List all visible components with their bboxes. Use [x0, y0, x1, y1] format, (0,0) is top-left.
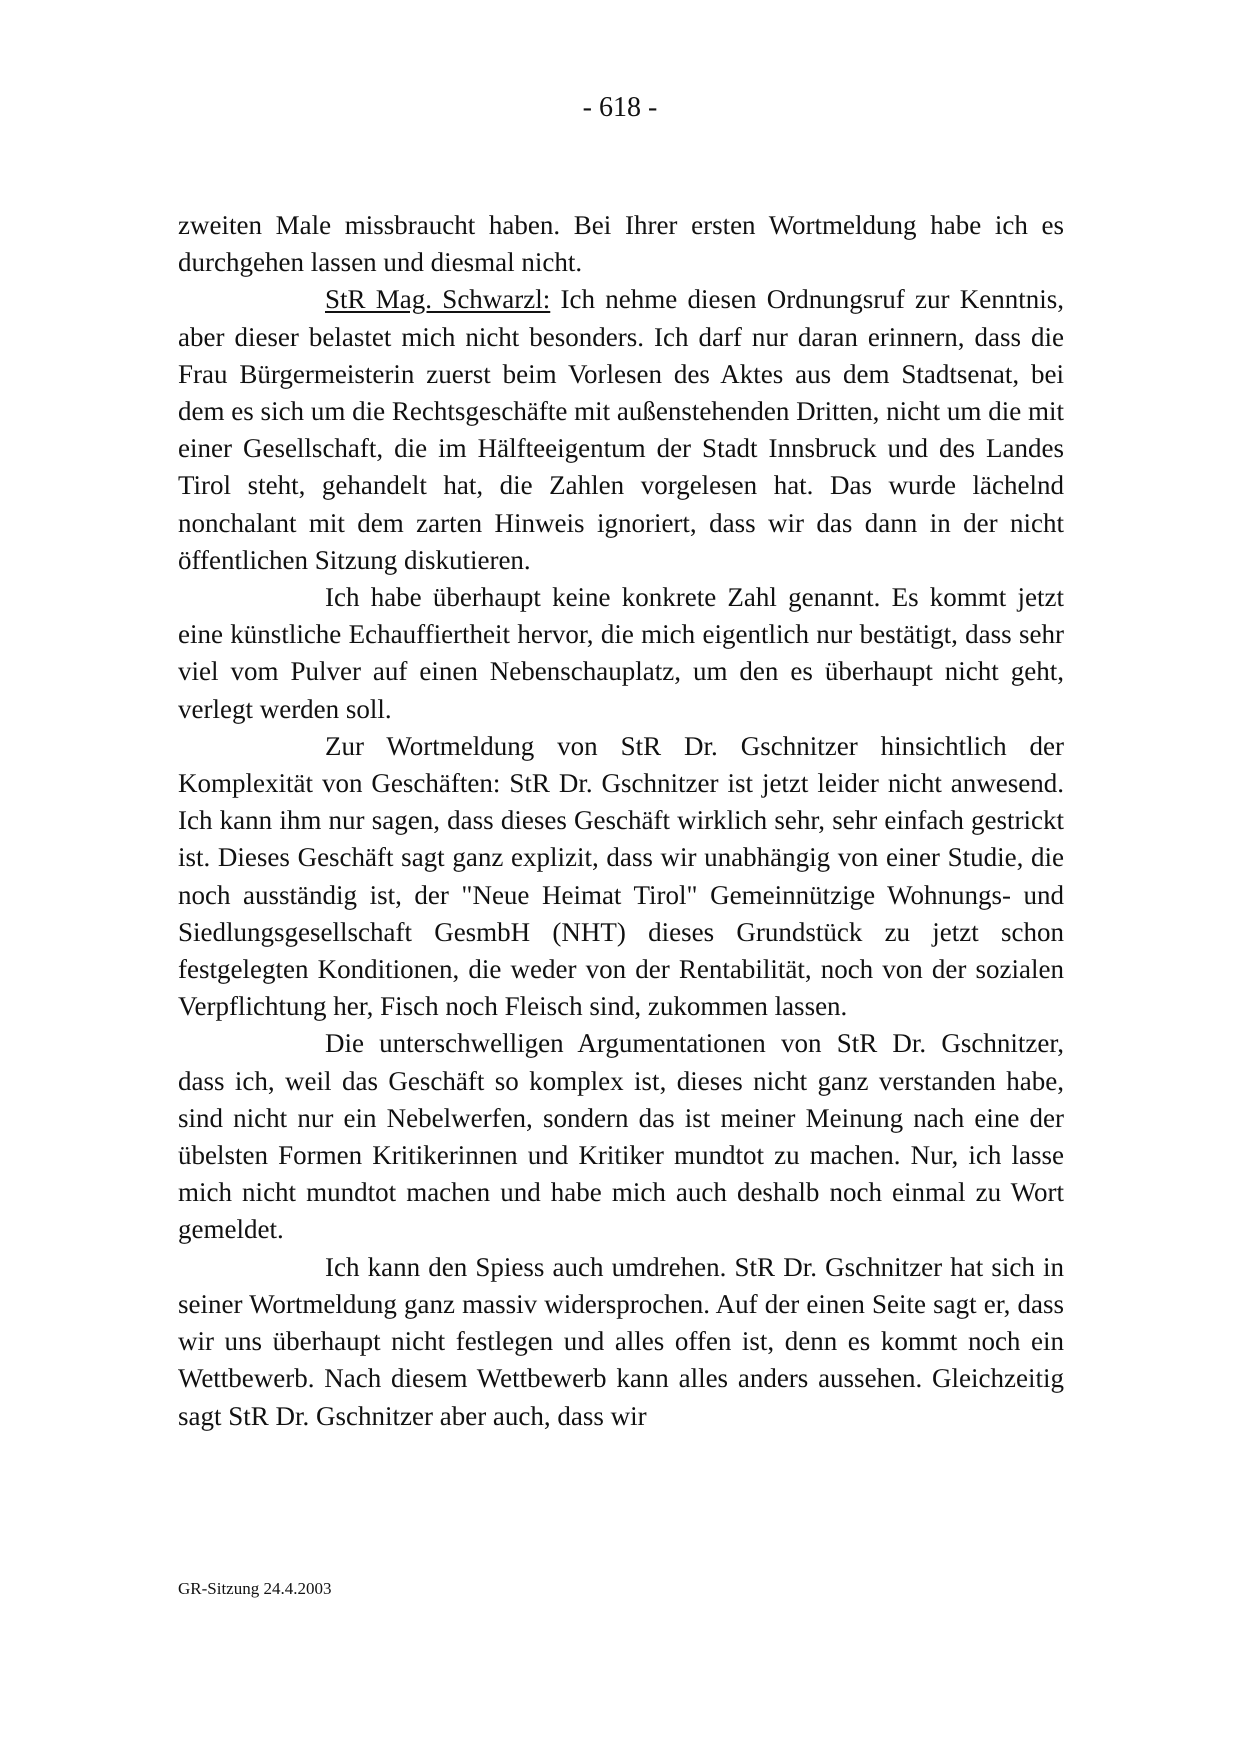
paragraph-text: Ich kann den Spiess auch umdrehen. StR Dr. Gschnitzer hat sich in seiner Wortmeldung ganz massiv widersprochen. Auf der einen Seite sagt er, dass wir uns überhaupt nicht festlegen und alles offen ist, denn es kommt noch ein Wettbewerb. Nach diesem Wettbewerb kann alles anders aussehen. Gleichzeitig sagt StR Dr. Gschnitzer aber auch, dass wir [178, 1251, 1064, 1431]
page-number: - 618 - [582, 92, 658, 123]
paragraph-text: Ich habe überhaupt keine konkrete Zahl genannt. Es kommt jetzt eine künstliche Echauffiertheit hervor, die mich eigentlich nur bestätigt, dass sehr viel vom Pulver auf einen Nebenschauplatz, um den es überhaupt nicht geht, verlegt werden soll. [178, 582, 1064, 724]
paragraph-1 [178, 207, 1064, 281]
paragraph-4 [178, 728, 1064, 1026]
paragraph-5 [178, 1025, 1064, 1248]
paragraph-text: zweiten Male missbraucht haben. Bei Ihrer ersten Wortmeldung habe ich es durchgehen lassen und diesmal nicht. [178, 210, 1064, 278]
document-body [178, 207, 1064, 1435]
paragraph-text: Zur Wortmeldung von StR Dr. Gschnitzer hinsichtlich der Komplexität von Geschäften: StR Dr. Gschnitzer ist jetzt leider nicht anwesend. Ich kann ihm nur sagen, dass dieses Geschäft wirklich sehr, sehr einfach gestrickt ist. Dieses Geschäft sagt ganz explizit, dass wir unabhängig von einer Studie, die noch ausständig ist, der "Neue Heimat Tirol" Gemeinnützige Wohnungs- und Siedlungsgesellschaft GesmbH (NHT) dieses Grundstück zu jetzt schon festgelegten Konditionen, die weder von der Rentabilität, noch von der sozialen Verpflichtung her, Fisch noch Fleisch sind, zukommen lassen. [178, 730, 1064, 1022]
footer-session-date: GR-Sitzung 24.4.2003 [178, 1579, 332, 1598]
paragraph-text: Die unterschwelligen Argumentationen von StR Dr. Gschnitzer, dass ich, weil das Geschäft so komplex ist, dieses nicht ganz verstanden habe, sind nicht nur ein Nebelwerfen, sondern das ist meiner Meinung nach eine der übelsten Formen Kritikerinnen und Kritiker mundtot zu machen. Nur, ich lasse mich nicht mundtot machen und habe mich auch deshalb noch einmal zu Wort gemeldet. [178, 1028, 1064, 1245]
speaker-name: StR Mag. Schwarzl: [325, 284, 551, 315]
paragraph-3 [178, 579, 1064, 728]
paragraph-2 [178, 281, 1064, 579]
paragraph-6 [178, 1249, 1064, 1435]
paragraph-text: Ich nehme diesen Ordnungsruf zur Kenntnis, aber dieser belastet mich nicht besonders. Ich darf nur daran erinnern, dass die Frau Bürgermeisterin zuerst beim Vorlesen des Aktes aus dem Stadtsenat, bei dem es sich um die Rechtsgeschäfte mit außenstehenden Dritten, nicht um die mit einer Gesellschaft, die im Hälfteeigentum der Stadt Innsbruck und des Landes Tirol steht, gehandelt hat, die Zahlen vorgelesen hat. Das wurde lächelnd nonchalant mit dem zarten Hinweis ignoriert, dass wir das dann in der nicht öffentlichen Sitzung diskutieren. [178, 284, 1065, 575]
